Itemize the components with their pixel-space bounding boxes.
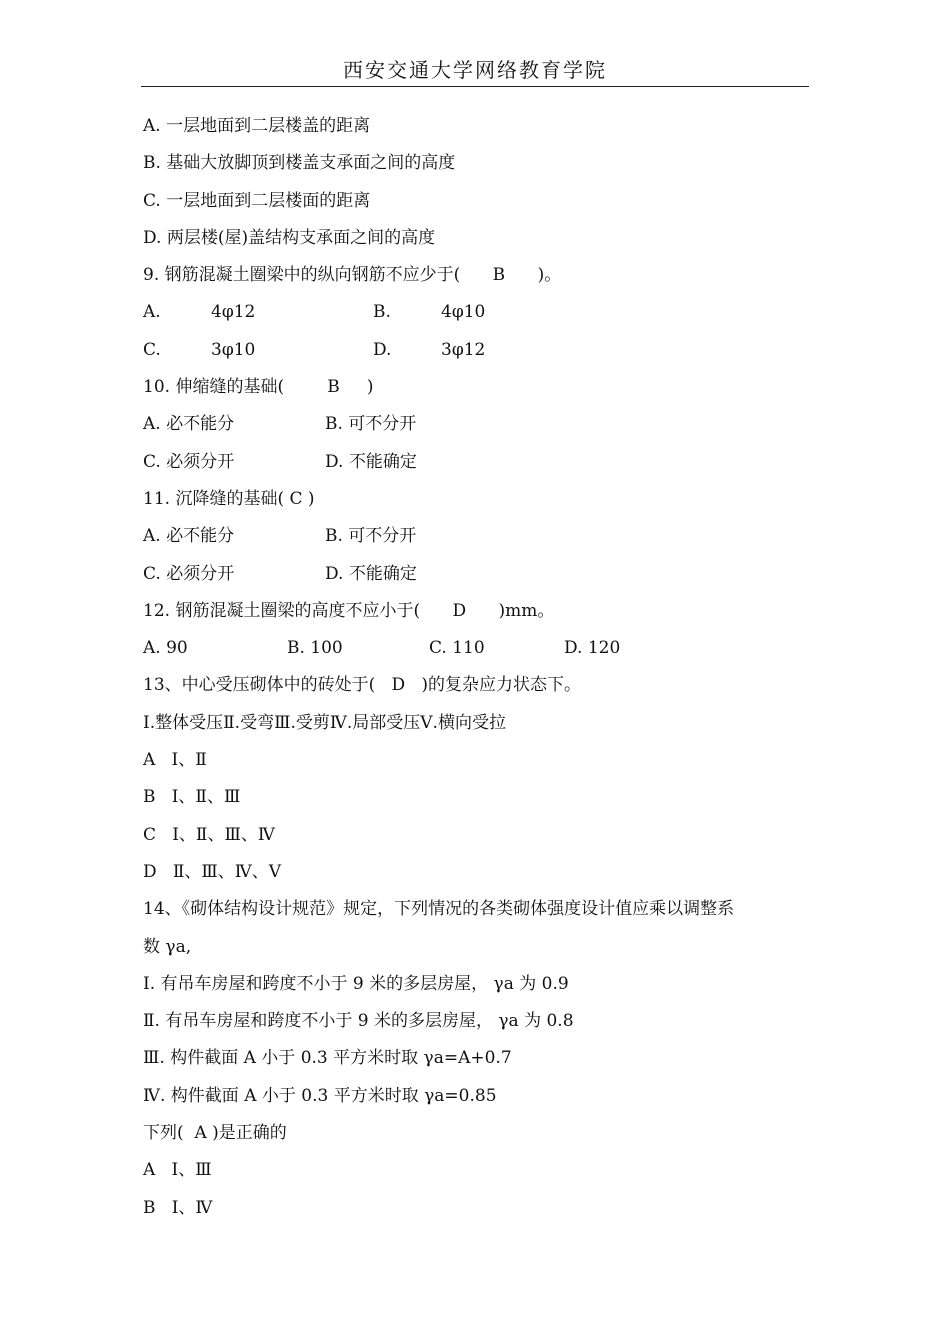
q9-option-a-letter: A. [143,302,161,323]
q13-option-d: D Ⅱ、Ⅲ、Ⅳ、Ⅴ [143,861,282,882]
q14-stem-line-2: 数 γa, [143,936,192,957]
q11-stem: 11. 沉降缝的基础( C ) [143,488,315,509]
q12-option-d: D. 120 [564,638,621,659]
q14-item-3: Ⅲ. 构件截面 A 小于 0.3 平方米时取 γa=A+0.7 [143,1048,512,1069]
q9-stem: 9. 钢筋混凝土圈梁中的纵向钢筋不应少于( B )。 [143,265,562,286]
q9-option-d-value: 3φ12 [441,339,486,360]
q13-option-a: A Ⅰ、Ⅱ [143,750,207,771]
q11-option-c: C. 必须分开 [143,563,235,584]
q14-option-b: B Ⅰ、Ⅳ [143,1197,213,1218]
q9-option-c-letter: C. [143,339,161,360]
q8-option-a: A. 一层地面到二层楼盖的距离 [143,116,371,136]
q11-option-b: B. 可不分开 [325,526,417,547]
q8-option-d: D. 两层楼(屋)盖结构支承面之间的高度 [143,227,436,248]
q13-option-c: C Ⅰ、Ⅱ、Ⅲ、Ⅳ [143,824,275,845]
q10-option-c: C. 必须分开 [143,451,235,472]
q9-option-b-letter: B. [373,302,391,323]
page-header: 西安交通大学网络教育学院 [343,58,607,82]
q11-option-d: D. 不能确定 [325,563,417,584]
q14-stem-line-1: 14、《砌体结构设计规范》规定，下列情况的各类砌体强度设计值应乘以调整系 [143,899,735,920]
q9-option-a-value: 4φ12 [211,302,256,323]
q10-option-a: A. 必不能分 [143,414,235,435]
document-body [143,112,815,1231]
q10-options-row-1 [143,410,815,447]
q14-item-4: Ⅳ. 构件截面 A 小于 0.3 平方米时取 γa=0.85 [143,1085,497,1106]
header-rule [141,86,809,87]
q14-option-a: A Ⅰ、Ⅲ [143,1160,212,1181]
q8-option-b: B. 基础大放脚顶到楼盖支承面之间的高度 [143,153,456,174]
q12-option-b: B. 100 [287,638,343,659]
q11-options-row-2 [143,560,815,597]
q12-stem: 12. 钢筋混凝土圈梁的高度不应小于( D )mm。 [143,600,555,621]
q12-option-c: C. 110 [429,638,485,659]
q9-options-row-1 [143,298,815,335]
q13-option-b: B Ⅰ、Ⅱ、Ⅲ [143,787,241,808]
q10-stem: 10. 伸缩缝的基础( B ) [143,377,374,398]
q14-item-1: Ⅰ. 有吊车房屋和跨度不小于 9 米的多层房屋， γa 为 0.9 [143,973,569,994]
q11-options-row-1 [143,522,815,559]
q10-option-b: B. 可不分开 [325,414,417,435]
q14-ask: 下列( A )是正确的 [143,1123,287,1144]
q10-options-row-2 [143,448,815,485]
q9-options-row-2 [143,336,815,373]
q12-option-a: A. 90 [143,638,188,659]
q9-option-d-letter: D. [373,339,392,360]
q11-option-a: A. 必不能分 [143,526,235,547]
q10-option-d: D. 不能确定 [325,451,417,472]
q8-option-c: C. 一层地面到二层楼面的距离 [143,190,371,211]
q13-stem: 13、中心受压砌体中的砖处于( D )的复杂应力状态下。 [143,675,581,696]
q9-option-b-value: 4φ10 [441,302,486,323]
q9-option-c-value: 3φ10 [211,339,256,360]
q14-item-2: Ⅱ. 有吊车房屋和跨度不小于 9 米的多层房屋， γa 为 0.8 [143,1011,574,1032]
q13-items: Ⅰ.整体受压Ⅱ.受弯Ⅲ.受剪Ⅳ.局部受压Ⅴ.横向受拉 [143,712,506,733]
q12-options-row [143,634,815,671]
